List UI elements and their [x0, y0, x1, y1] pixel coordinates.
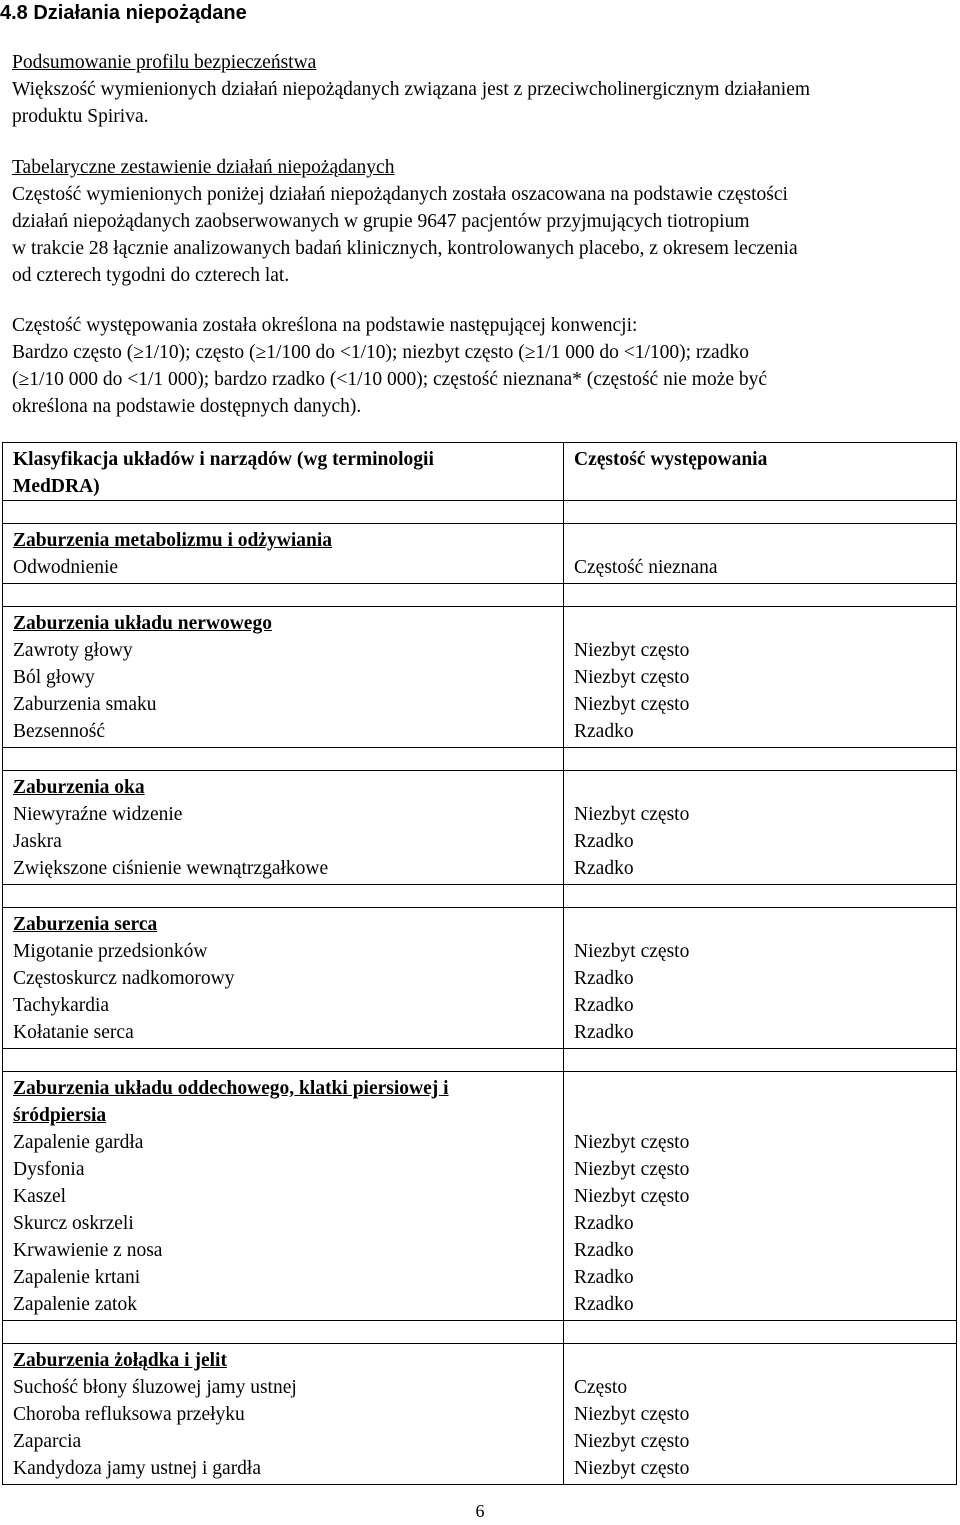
section-heading: 4.8 Działania niepożądane: [0, 2, 247, 24]
spacer-cell: [564, 1049, 957, 1072]
adverse-reaction-name: Jaskra: [13, 831, 62, 852]
table-spacer-row: [3, 885, 957, 908]
convention-line: określona na podstawie dostępnych danych).: [12, 396, 362, 417]
frequency-blank: [574, 1102, 948, 1129]
frequency-cell: [564, 908, 957, 1049]
adverse-reaction-frequency: Rzadko: [574, 968, 634, 989]
spacer-cell: [3, 1321, 564, 1344]
adverse-reaction-name: Bezsenność: [13, 721, 106, 742]
tabular-line: od czterech tygodni do czterech lat.: [12, 265, 290, 286]
soc-cell: [3, 1072, 564, 1321]
adverse-reaction-name: Kandydoza jamy ustnej i gardła: [13, 1458, 262, 1479]
spacer-cell: [564, 584, 957, 607]
soc-title: Zaburzenia układu oddechowego, klatki piersiowej i: [13, 1078, 449, 1099]
adverse-reaction-name: Dysfonia: [13, 1159, 85, 1180]
spacer-cell: [564, 1321, 957, 1344]
table-row: [3, 908, 957, 1049]
adverse-reaction-name: Kaszel: [13, 1186, 67, 1207]
frequency-blank: [574, 527, 948, 554]
soc-cell: [3, 908, 564, 1049]
tabular-line: w trakcie 28 łącznie analizowanych badań klinicznych, kontrolowanych placebo, z okresem leczenia: [12, 238, 798, 259]
spacer-cell: [3, 501, 564, 524]
convention-line: (≥1/10 000 do <1/1 000); bardzo rzadko (<1/10 000); częstość nieznana* (częstość nie może być: [12, 369, 768, 390]
summary-title: Podsumowanie profilu bezpieczeństwa: [12, 52, 317, 73]
adverse-reaction-frequency: Niezbyt często: [574, 941, 690, 962]
soc-title: śródpiersia: [13, 1105, 107, 1126]
soc-cell: [3, 771, 564, 885]
tabular-line: Częstość wymienionych poniżej działań niepożądanych została oszacowana na podstawie częstości: [12, 184, 788, 205]
table-spacer-row: [3, 1321, 957, 1344]
frequency-blank: [574, 1347, 948, 1374]
spacer-cell: [564, 748, 957, 771]
soc-cell: [3, 524, 564, 584]
spacer-cell: [3, 748, 564, 771]
tabular-intro: [12, 154, 952, 289]
header-frequency-label: Częstość występowania: [574, 449, 768, 470]
spacer-cell: [3, 584, 564, 607]
adverse-reaction-frequency: Często: [574, 1377, 628, 1398]
adverse-reaction-name: Zapalenie gardła: [13, 1132, 144, 1153]
adverse-reaction-frequency: Niezbyt często: [574, 640, 690, 661]
adverse-reaction-name: Ból głowy: [13, 667, 95, 688]
adverse-reaction-frequency: Rzadko: [574, 721, 634, 742]
spacer-cell: [564, 501, 957, 524]
adverse-reaction-frequency: Niezbyt często: [574, 1132, 690, 1153]
adverse-reaction-frequency: Niezbyt często: [574, 1458, 690, 1479]
adverse-reaction-name: Zaparcia: [13, 1431, 82, 1452]
adverse-reaction-name: Choroba refluksowa przełyku: [13, 1404, 245, 1425]
adverse-reaction-frequency: Częstość nieznana: [574, 557, 718, 578]
adverse-reaction-frequency: Rzadko: [574, 1213, 634, 1234]
table-spacer-row: [3, 501, 957, 524]
table-spacer-row: [3, 748, 957, 771]
summary-line: Większość wymienionych działań niepożądanych związana jest z przeciwcholinergicznym działaniem: [12, 79, 811, 100]
header-soc: [3, 443, 564, 501]
spacer-cell: [564, 885, 957, 908]
table-row: [3, 607, 957, 748]
page-number: 6: [475, 1501, 485, 1521]
adverse-reaction-frequency: Niezbyt często: [574, 694, 690, 715]
adverse-reaction-name: Zapalenie zatok: [13, 1294, 137, 1315]
adverse-reaction-frequency: Rzadko: [574, 1022, 634, 1043]
soc-cell: [3, 607, 564, 748]
adverse-reaction-frequency: Niezbyt często: [574, 1159, 690, 1180]
frequency-blank: [574, 1075, 948, 1102]
adverse-reaction-frequency: Niezbyt często: [574, 1404, 690, 1425]
frequency-blank: [574, 774, 948, 801]
adverse-reaction-frequency: Rzadko: [574, 858, 634, 879]
adverse-reaction-frequency: Rzadko: [574, 1267, 634, 1288]
adverse-reaction-frequency: Rzadko: [574, 995, 634, 1016]
adverse-reaction-name: Kołatanie serca: [13, 1022, 134, 1043]
frequency-cell: [564, 607, 957, 748]
frequency-convention: [12, 312, 952, 420]
tabular-title: Tabelaryczne zestawienie działań niepożądanych: [12, 157, 395, 178]
frequency-blank: [574, 911, 948, 938]
adverse-reaction-name: Skurcz oskrzeli: [13, 1213, 134, 1234]
convention-line: Częstość występowania została określona na podstawie następującej konwencji:: [12, 315, 638, 336]
adverse-reaction-frequency: Rzadko: [574, 1240, 634, 1261]
frequency-cell: [564, 771, 957, 885]
table-spacer-row: [3, 584, 957, 607]
adverse-reaction-name: Zaburzenia smaku: [13, 694, 157, 715]
convention-line: Bardzo często (≥1/10); często (≥1/100 do <1/10); niezbyt często (≥1/1 000 do <1/100); rzadko: [12, 342, 749, 363]
adverse-reaction-name: Zwiększone ciśnienie wewnątrzgałkowe: [13, 858, 329, 879]
adverse-reaction-frequency: Niezbyt często: [574, 1431, 690, 1452]
table-row: [3, 771, 957, 885]
adverse-reaction-name: Suchość błony śluzowej jamy ustnej: [13, 1377, 297, 1398]
frequency-cell: [564, 1344, 957, 1485]
soc-cell: [3, 1344, 564, 1485]
soc-title: Zaburzenia serca: [13, 914, 158, 935]
frequency-blank: [574, 610, 948, 637]
soc-title: Zaburzenia układu nerwowego: [13, 613, 272, 634]
table-row: [3, 524, 957, 584]
table-header-row: [3, 443, 957, 501]
header-frequency: [564, 443, 957, 501]
adverse-reaction-name: Niewyraźne widzenie: [13, 804, 183, 825]
adverse-reaction-name: Odwodnienie: [13, 557, 119, 578]
adverse-reaction-name: Krwawienie z nosa: [13, 1240, 163, 1261]
soc-title: Zaburzenia metabolizmu i odżywiania: [13, 530, 333, 551]
table-row: [3, 1344, 957, 1485]
adverse-reaction-name: Tachykardia: [13, 995, 110, 1016]
adverse-reaction-name: Zawroty głowy: [13, 640, 133, 661]
adverse-reaction-name: Zapalenie krtani: [13, 1267, 141, 1288]
spacer-cell: [3, 1049, 564, 1072]
adverse-reaction-frequency: Niezbyt często: [574, 667, 690, 688]
adverse-reactions-table: [2, 442, 957, 1485]
tabular-line: działań niepożądanych zaobserwowanych w grupie 9647 pacjentów przyjmujących tiotropium: [12, 211, 750, 232]
soc-title: Zaburzenia żołądka i jelit: [13, 1350, 227, 1371]
table-spacer-row: [3, 1049, 957, 1072]
adverse-reaction-frequency: Niezbyt często: [574, 804, 690, 825]
adverse-reaction-frequency: Rzadko: [574, 831, 634, 852]
table-row: [3, 1072, 957, 1321]
spacer-cell: [3, 885, 564, 908]
adverse-reaction-name: Częstoskurcz nadkomorowy: [13, 968, 235, 989]
header-soc-line: MedDRA): [13, 476, 100, 497]
frequency-cell: [564, 1072, 957, 1321]
adverse-reaction-frequency: Rzadko: [574, 1294, 634, 1315]
safety-summary: [12, 49, 952, 130]
adverse-reaction-frequency: Niezbyt często: [574, 1186, 690, 1207]
adverse-reaction-name: Migotanie przedsionków: [13, 941, 208, 962]
summary-line: produktu Spiriva.: [12, 106, 149, 127]
soc-title: Zaburzenia oka: [13, 777, 145, 798]
frequency-cell: [564, 524, 957, 584]
header-soc-line: Klasyfikacja układów i narządów (wg terminologii: [13, 449, 434, 470]
